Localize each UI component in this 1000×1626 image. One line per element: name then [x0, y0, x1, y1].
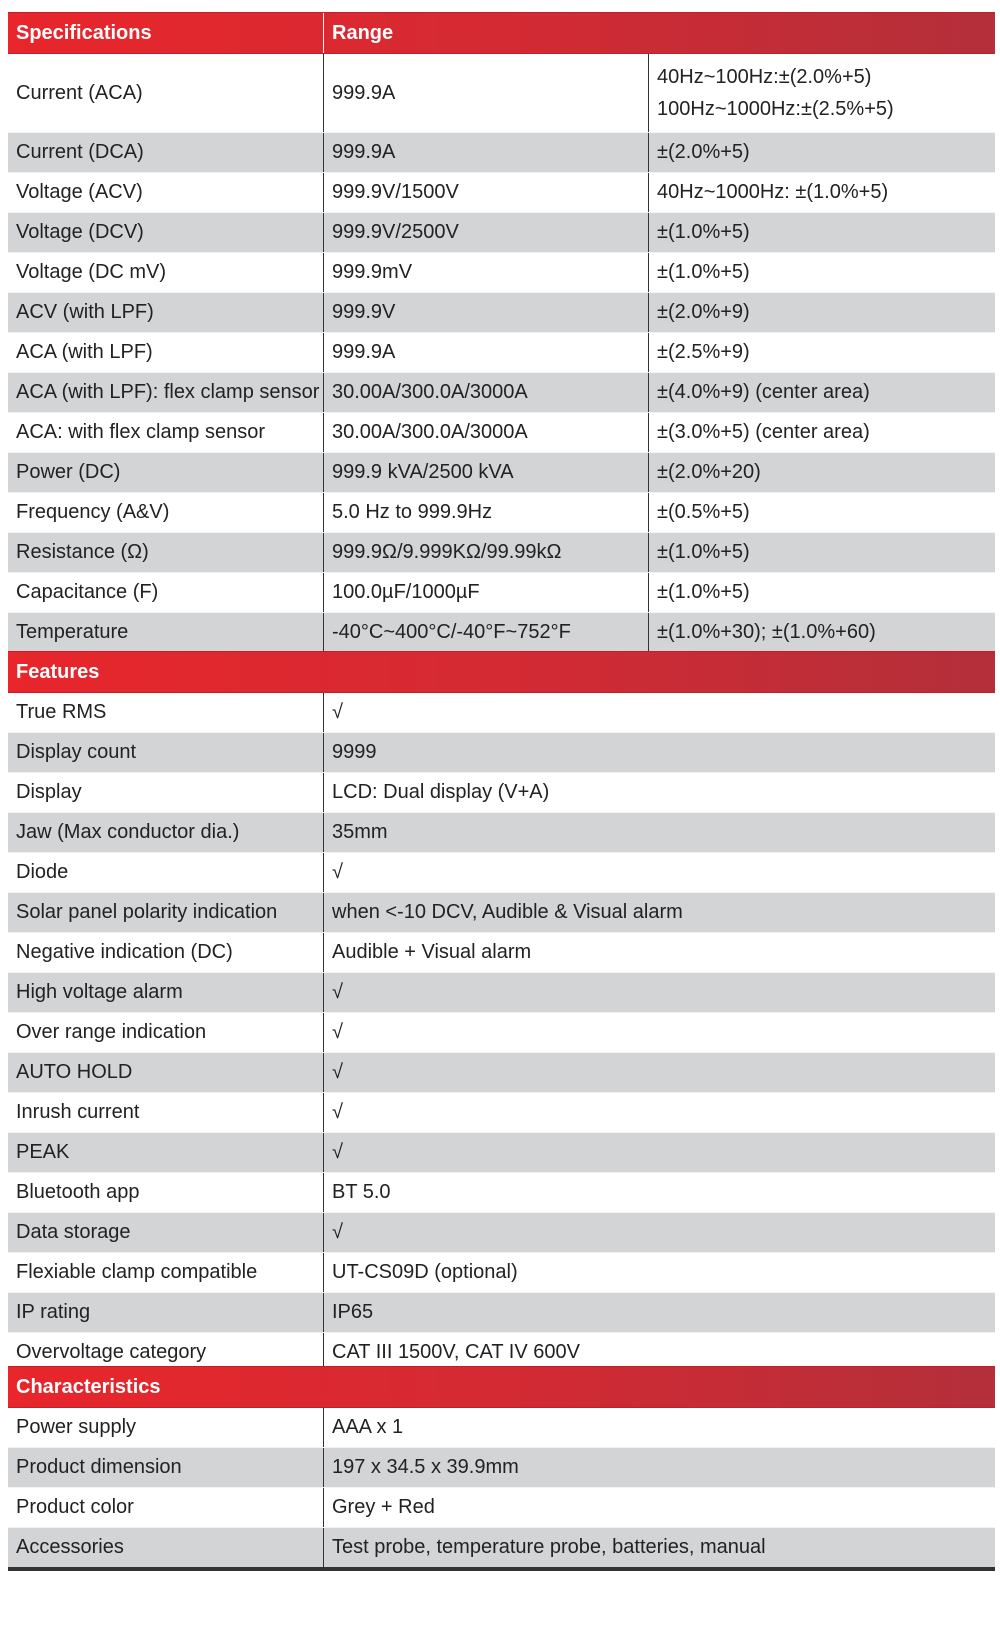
spec-range: 999.9V — [323, 293, 648, 332]
table-row — [8, 452, 995, 492]
characteristics-value: AAA x 1 — [323, 1408, 995, 1447]
table-row — [8, 1132, 995, 1172]
features-value: √ — [323, 693, 995, 732]
features-table — [8, 651, 995, 1376]
features-name: True RMS — [16, 701, 107, 723]
spec-accuracy: ±(2.5%+9) — [648, 333, 995, 372]
features-name: PEAK — [16, 1141, 70, 1163]
features-value: √ — [323, 1013, 995, 1052]
table-row — [8, 572, 995, 612]
features-value: √ — [323, 853, 995, 892]
features-name: Display — [16, 781, 82, 803]
features-name: Jaw (Max conductor dia.) — [16, 821, 240, 843]
spec-range: 999.9A — [323, 54, 648, 132]
spec-accuracy: ±(3.0%+5) (center area) — [648, 413, 995, 452]
table-row — [8, 532, 995, 572]
features-value: when <-10 DCV, Audible & Visual alarm — [323, 893, 995, 932]
header-characteristics: Characteristics — [16, 1375, 161, 1398]
spec-name: Current (ACA) — [16, 81, 143, 104]
spec-range: 999.9A — [323, 333, 648, 372]
spec-name: Frequency (A&V) — [16, 501, 170, 523]
table-row — [8, 732, 995, 772]
spec-name: Resistance (Ω) — [16, 541, 149, 563]
table-row — [8, 372, 995, 412]
features-name: IP rating — [16, 1301, 91, 1323]
characteristics-name: Power supply — [16, 1416, 137, 1438]
spec-accuracy — [648, 54, 995, 132]
table-row — [8, 172, 995, 212]
table-row — [8, 972, 995, 1012]
spec-name: Power (DC) — [16, 461, 121, 483]
spec-range: 5.0 Hz to 999.9Hz — [323, 493, 648, 532]
features-name: Diode — [16, 861, 69, 883]
features-value: Audible + Visual alarm — [323, 933, 995, 972]
features-name: Negative indication (DC) — [16, 941, 233, 963]
features-value: √ — [323, 1213, 995, 1252]
spec-range: 30.00A/300.0A/3000A — [323, 413, 648, 452]
spec-range: -40°C~400°C/-40°F~752°F — [323, 613, 648, 652]
features-value: √ — [323, 1053, 995, 1092]
table-row — [8, 332, 995, 372]
table-row — [8, 812, 995, 852]
table-row — [8, 212, 995, 252]
spec-accuracy: ±(1.0%+5) — [648, 213, 995, 252]
spec-accuracy: ±(1.0%+5) — [648, 533, 995, 572]
characteristics-value: 197 x 34.5 x 39.9mm — [323, 1448, 995, 1487]
spec-range: 100.0µF/1000µF — [323, 573, 648, 612]
characteristics-name: Accessories — [16, 1536, 124, 1558]
spec-accuracy: ±(4.0%+9) (center area) — [648, 373, 995, 412]
table-row — [8, 54, 995, 132]
spec-range: 999.9V/2500V — [323, 213, 648, 252]
table-row — [8, 1212, 995, 1252]
characteristics-name: Product dimension — [16, 1456, 182, 1478]
spec-accuracy: ±(2.0%+20) — [648, 453, 995, 492]
specifications-header — [8, 12, 995, 54]
spec-accuracy-line: 40Hz~100Hz:±(2.0%+5) — [657, 66, 872, 88]
features-name: AUTO HOLD — [16, 1061, 133, 1083]
features-name: Flexiable clamp compatible — [16, 1261, 258, 1283]
features-name: Solar panel polarity indication — [16, 901, 278, 923]
table-row — [8, 1172, 995, 1212]
features-value: √ — [323, 973, 995, 1012]
table-row — [8, 932, 995, 972]
table-row — [8, 852, 995, 892]
spec-accuracy-line: 100Hz~1000Hz:±(2.5%+5) — [657, 98, 894, 120]
table-row — [8, 1252, 995, 1292]
spec-name: Capacitance (F) — [16, 581, 159, 603]
spec-range: 999.9V/1500V — [323, 173, 648, 212]
spec-name: ACA: with flex clamp sensor — [16, 421, 265, 443]
features-value: 9999 — [323, 733, 995, 772]
spec-name: ACA (with LPF): flex clamp sensor — [16, 381, 320, 403]
features-name: Bluetooth app — [16, 1181, 140, 1203]
table-row — [8, 132, 995, 172]
spec-range: 30.00A/300.0A/3000A — [323, 373, 648, 412]
spec-accuracy: ±(2.0%+5) — [648, 133, 995, 172]
table-row — [8, 1487, 995, 1527]
features-name: Overvoltage category — [16, 1341, 207, 1363]
table-row — [8, 412, 995, 452]
spec-range: 999.9Ω/9.999KΩ/99.99kΩ — [323, 533, 648, 572]
characteristics-value: Test probe, temperature probe, batteries, manual — [323, 1528, 995, 1567]
spec-range: 999.9 kVA/2500 kVA — [323, 453, 648, 492]
features-value: CAT III 1500V, CAT IV 600V — [323, 1333, 995, 1372]
features-value: BT 5.0 — [323, 1173, 995, 1212]
features-value: 35mm — [323, 813, 995, 852]
header-range: Range — [323, 13, 648, 53]
table-bottom-rule — [8, 1567, 995, 1571]
spec-accuracy: ±(1.0%+5) — [648, 573, 995, 612]
header-specifications: Specifications — [16, 21, 152, 44]
spec-accuracy: ±(1.0%+30); ±(1.0%+60) — [648, 613, 995, 652]
spec-accuracy: 40Hz~1000Hz: ±(1.0%+5) — [648, 173, 995, 212]
features-name: Over range indication — [16, 1021, 207, 1043]
spec-accuracy: ±(2.0%+9) — [648, 293, 995, 332]
features-name: Inrush current — [16, 1101, 140, 1123]
header-accuracy — [648, 13, 995, 53]
characteristics-table — [8, 1366, 995, 1571]
table-row — [8, 892, 995, 932]
characteristics-value: Grey + Red — [323, 1488, 995, 1527]
table-row — [8, 1012, 995, 1052]
table-row — [8, 1292, 995, 1332]
features-name: Data storage — [16, 1221, 131, 1243]
features-name: Display count — [16, 741, 137, 763]
features-value: LCD: Dual display (V+A) — [323, 773, 995, 812]
table-row — [8, 252, 995, 292]
characteristics-header — [8, 1366, 995, 1408]
features-name: High voltage alarm — [16, 981, 183, 1003]
table-row — [8, 1447, 995, 1487]
features-header — [8, 651, 995, 693]
spec-name: Voltage (ACV) — [16, 181, 143, 203]
spec-name: ACA (with LPF) — [16, 341, 153, 363]
specifications-table — [8, 12, 995, 656]
header-features: Features — [16, 660, 100, 683]
features-value: UT-CS09D (optional) — [323, 1253, 995, 1292]
spec-name: Current (DCA) — [16, 141, 144, 163]
spec-range: 999.9A — [323, 133, 648, 172]
spec-name: ACV (with LPF) — [16, 301, 154, 323]
table-row — [8, 693, 995, 732]
table-row — [8, 612, 995, 652]
spec-name: Voltage (DCV) — [16, 221, 144, 243]
spec-range: 999.9mV — [323, 253, 648, 292]
table-row — [8, 772, 995, 812]
table-row — [8, 1408, 995, 1447]
spec-accuracy: ±(0.5%+5) — [648, 493, 995, 532]
table-row — [8, 1052, 995, 1092]
features-value: √ — [323, 1133, 995, 1172]
spec-accuracy: ±(1.0%+5) — [648, 253, 995, 292]
table-row — [8, 492, 995, 532]
table-row — [8, 1092, 995, 1132]
table-row — [8, 292, 995, 332]
table-row — [8, 1527, 995, 1567]
spec-name: Voltage (DC mV) — [16, 261, 167, 283]
features-value: √ — [323, 1093, 995, 1132]
features-value: IP65 — [323, 1293, 995, 1332]
spec-name: Temperature — [16, 621, 129, 643]
characteristics-name: Product color — [16, 1496, 134, 1518]
